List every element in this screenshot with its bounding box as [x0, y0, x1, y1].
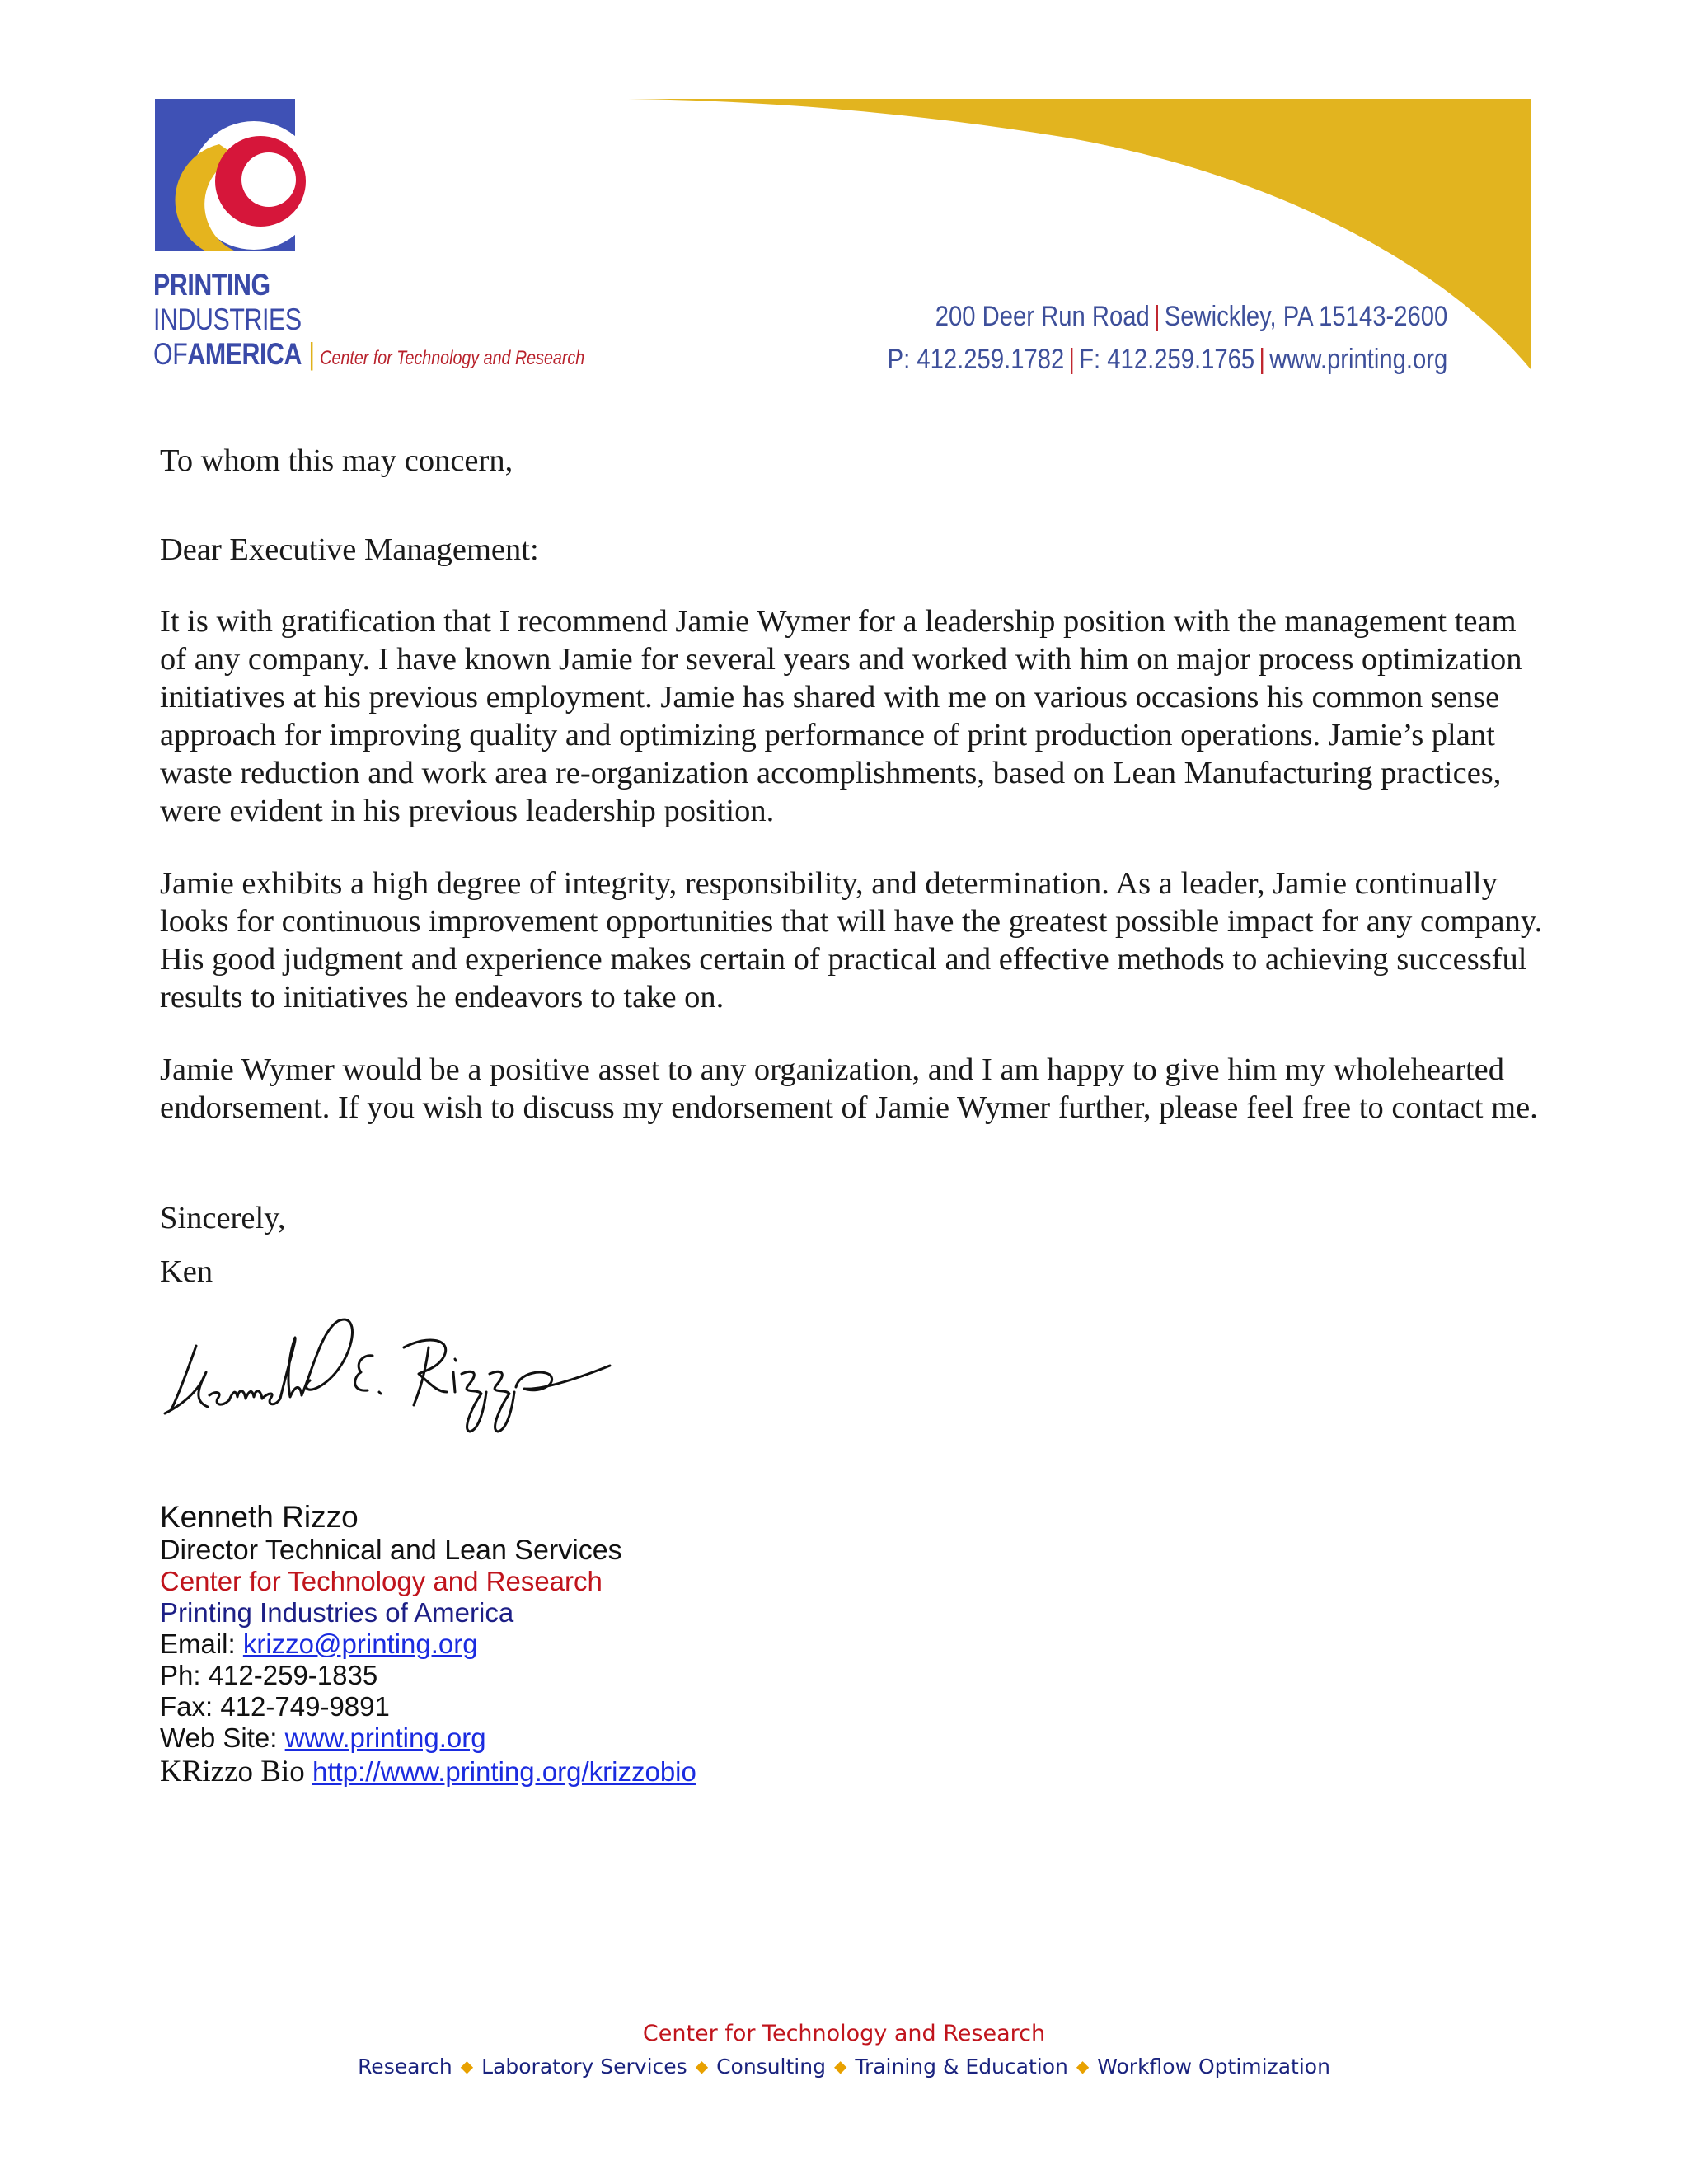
signer-title: Director Technical and Lean Services — [160, 1535, 622, 1566]
salutation-2: Dear Executive Management: — [160, 532, 539, 567]
footer-service-training: Training & Education — [855, 2055, 1068, 2079]
footer-service-consulting: Consulting — [716, 2055, 826, 2079]
footer-service-workflow: Workflow Optimization — [1097, 2055, 1330, 2079]
address-city: Sewickley, PA 15143-2600 — [1164, 301, 1447, 332]
org-line1: PRINTING — [153, 268, 270, 302]
footer-dept: Center for Technology and Research — [642, 2021, 1046, 2046]
salutation-1: To whom this may concern, — [160, 443, 513, 478]
closing: Sincerely, — [160, 1201, 286, 1235]
signer-name: Kenneth Rizzo — [160, 1500, 359, 1534]
website-link[interactable]: www.printing.org — [284, 1722, 486, 1753]
org-line3: OFAMERICA | Center for Technology and Research — [153, 337, 585, 371]
org-dept: Center for Technology and Research — [320, 347, 585, 369]
phone-line: Ph: 412-259-1835 — [160, 1660, 378, 1690]
footer-service-research: Research — [358, 2055, 452, 2079]
footer-service-lab: Laboratory Services — [481, 2055, 687, 2079]
contact-block — [160, 1500, 696, 1790]
signer-dept: Center for Technology and Research — [160, 1566, 603, 1596]
letterhead — [0, 0, 1688, 412]
signer-first-name: Ken — [160, 1254, 213, 1289]
letterhead-phone: P: 412.259.1782 — [887, 344, 1065, 375]
footer-services — [0, 2050, 1688, 2084]
page-footer — [0, 2018, 1688, 2084]
website-line: Web Site: www.printing.org — [160, 1722, 486, 1753]
paragraph-1: It is with gratification that I recommend Jamie Wymer for a leadership position with the management team of any company. I have known Jamie for several years and worked with him on major process optimization initiatives at his previous employment. Jamie has shared with me on various occasions his common sense approach for improving quality and optimizing performance of print production operations. Jamie’s plant waste reduction and work area re-organization accomplishments, based on Lean Manufacturing practices, were evident in his previous leadership position. — [160, 604, 1522, 828]
pia-logo-icon — [155, 99, 336, 251]
signer-org: Printing Industries of America — [160, 1597, 514, 1628]
org-wordmark — [153, 268, 679, 376]
address-street: 200 Deer Run Road — [935, 301, 1150, 332]
diamond-icon: ◆ — [833, 2056, 847, 2076]
diamond-icon: ◆ — [1076, 2056, 1090, 2076]
paragraph-2: Jamie exhibits a high degree of integrity, responsibility, and determination. As a leader, Jamie continually looks for continuous improvement opportunities that will have the greatest possible impact for any company. His good judgment and experience makes certain of practical and effective methods to achieving successful results to initiatives he endeavors to take on. — [160, 866, 1543, 1015]
diamond-icon: ◆ — [460, 2056, 474, 2076]
diamond-icon: ◆ — [695, 2056, 709, 2076]
bio-line: KRizzo Bio http://www.printing.org/krizzobio — [160, 1755, 696, 1788]
fax-line: Fax: 412-749-9891 — [160, 1691, 390, 1722]
email-line: Email: krizzo@printing.org — [160, 1629, 478, 1659]
letterhead-fax: F: 412.259.1765 — [1078, 344, 1254, 375]
bio-link[interactable]: http://www.printing.org/krizzobio — [312, 1756, 696, 1787]
letterhead-address: 200 Deer Run Road | Sewickley, PA 15143-2600 P: 412.259.1782 | F: 412.259.1765 | www.printing.org — [887, 301, 1447, 375]
email-link[interactable]: krizzo@printing.org — [242, 1629, 478, 1659]
paragraph-3: Jamie Wymer would be a positive asset to any organization, and I am happy to give him my wholehearted endorsement. If you wish to discuss my endorsement of Jamie Wymer further, please feel free to contact me. — [160, 1052, 1538, 1125]
org-line2: INDUSTRIES — [153, 302, 302, 336]
letterhead-website: www.printing.org — [1268, 344, 1447, 375]
handwritten-signature — [157, 1306, 668, 1463]
